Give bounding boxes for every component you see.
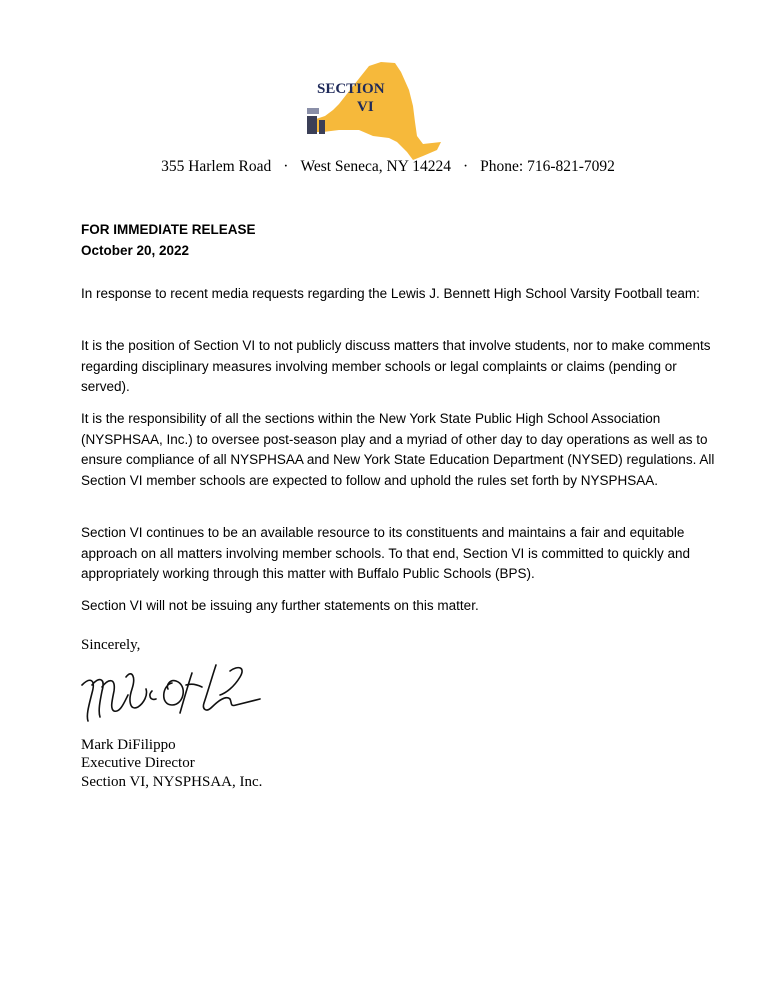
signer-title: Executive Director (81, 755, 195, 771)
paragraph-4: Section VI continues to be an available resource to its constituents and maintains a fair and equitable approach on all matters involving member schools. To that end, Section VI is committed to quickly and appropriately working through this matter with Buffalo Public Schools (BPS). (81, 525, 691, 581)
paragraph-1: In response to recent media requests regarding the Lewis J. Bennett High School Varsity Football team: (81, 286, 700, 301)
release-label: FOR IMMEDIATE RELEASE (81, 222, 256, 237)
logo-text-section: SECTION (317, 81, 385, 97)
paragraph-3: It is the responsibility of all the sections within the New York State Public High School Association (NYSPHSAA, Inc.) to oversee post-season play and a myriad of other day to day operations as well as to ensure compliance of all NYSPHSAA and New York State Education Department (NYSED) regulations. All Section VI member schools are expected to follow and uphold the rules set forth by NYSPHSAA. (81, 411, 715, 488)
release-date: October 20, 2022 (81, 243, 190, 258)
section-vi-logo (303, 60, 445, 162)
state-shape (311, 62, 441, 160)
new-york-state-icon (303, 60, 445, 162)
paragraph-2: It is the position of Section VI to not publicly discuss matters that involve students, nor to make comments regarding disciplinary measures involving member schools or legal complaints or claims (pending or served). (81, 338, 711, 394)
phone-number: Phone: 716-821-7092 (480, 158, 615, 175)
street-address: 355 Harlem Road (161, 158, 272, 175)
signer-name: Mark DiFilippo (81, 737, 176, 753)
separator-dot: · (463, 158, 469, 175)
paragraph-5: Section VI will not be issuing any further statements on this matter. (81, 598, 479, 613)
logo-bar-light (307, 108, 319, 114)
letterhead-address (0, 158, 776, 176)
salutation: Sincerely, (81, 637, 141, 653)
separator-dot: · (283, 158, 289, 175)
logo-bar-dark (307, 116, 317, 134)
logo-text-vi: VI (357, 99, 374, 115)
logo-bar-dark-2 (319, 120, 325, 134)
signer-organization: Section VI, NYSPHSAA, Inc. (81, 774, 263, 790)
handwritten-signature (80, 655, 270, 730)
city-address: West Seneca, NY 14224 (300, 158, 451, 175)
